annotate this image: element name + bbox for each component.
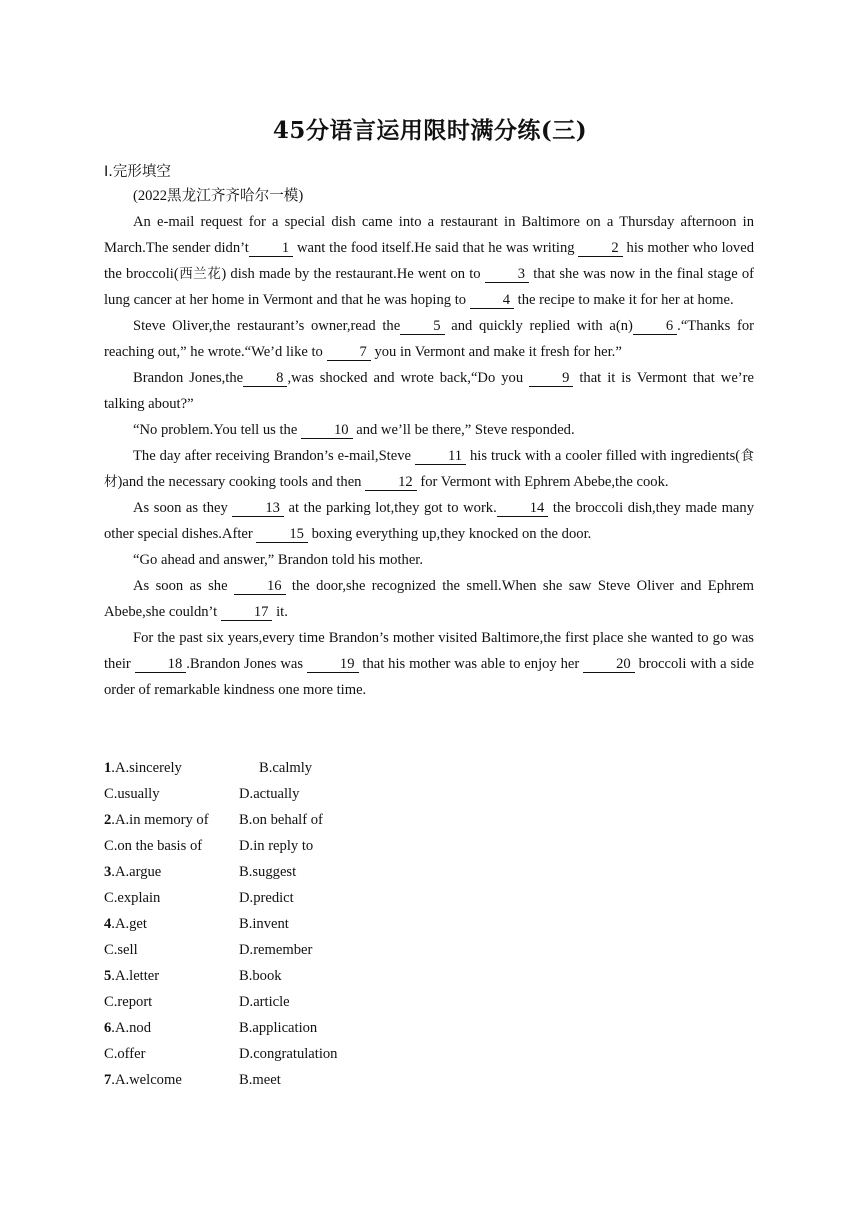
paragraph-2: Steve Oliver,the restaurant’s owner,read the 5 and quickly replied with a(n) 6 .“Thanks for reaching out,” he wrote.“We’d like to 7 you in Vermont and make it fresh for her.” [104,318,754,360]
blank-20[interactable]: 20 [583,656,635,673]
option-c[interactable]: C.offer [104,1046,146,1062]
paragraph-9: For the past six years,every time Brandon’s mother visited Baltimore,the first place she wanted to go was their 18 .Brandon Jones was 19 that his mother was able to enjoy her 20 broccoli with a side order of remarkable kindness one more time. [104,630,754,698]
option-c[interactable]: C.sell [104,942,138,958]
paragraph-5: The day after receiving Brandon’s e-mail,Steve 11 his truck with a cooler filled with ingredients(食材)and the necessary cooking tools and then 12 for Vermont with Ephrem Abebe,the cook. [104,448,754,490]
option-c[interactable]: C.explain [104,890,161,906]
paragraph-8: As soon as she 16 the door,she recognized the smell.When she saw Steve Oliver and Ephrem Abebe,she couldn’t 17 it. [104,578,754,620]
paragraph-3: Brandon Jones,the 8 ,was shocked and wrote back,“Do you 9 that it is Vermont that we’re talking about?” [104,370,754,412]
option-d[interactable]: D.predict [239,890,294,906]
blank-3[interactable]: 3 [485,266,529,283]
option-a[interactable]: .A.in memory of [111,812,209,828]
option-a[interactable]: .A.get [111,916,147,932]
option-c[interactable]: C.report [104,994,153,1010]
paragraph-7: “Go ahead and answer,” Brandon told his mother. [133,552,423,568]
paragraph-1: An e-mail request for a special dish came into a restaurant in Baltimore on a Thursday afternoon in March.The sender didn’t 1 want the food itself.He said that he was writing 2 his mother who loved the broccoli(西兰花) dish made by the restaurant.He went on to 3 that she was now in the final stage of lung cancer at her home in Vermont and that he was hoping to 4 the recipe to make it for her at home. [104,214,755,308]
blank-2[interactable]: 2 [578,240,622,257]
question-number: 3 [104,864,112,880]
option-d[interactable]: D.congratulation [239,1046,338,1062]
section-heading: Ⅰ.完形填空 [104,164,171,180]
option-d[interactable]: D.in reply to [239,838,314,854]
blank-18[interactable]: 18 [135,656,187,673]
blank-19[interactable]: 19 [307,656,359,673]
option-b[interactable]: B.book [239,968,282,984]
option-b[interactable]: B.invent [239,916,289,932]
paragraph-4: “No problem.You tell us the 10 and we’ll be there,” Steve responded. [133,422,575,438]
question-number: 6 [104,1020,112,1036]
blank-16[interactable]: 16 [234,578,286,595]
option-a[interactable]: .A.nod [111,1020,152,1036]
question-number: 2 [104,812,112,828]
option-b[interactable]: B.suggest [239,864,297,880]
question-number: 7 [104,1072,112,1088]
cloze-passage [104,183,754,703]
blank-10[interactable]: 10 [301,422,353,439]
question-number: 1 [104,760,112,776]
page-title: 45分语言运用限时满分练(三) [272,117,588,144]
blank-1[interactable]: 1 [249,240,293,257]
blank-15[interactable]: 15 [256,526,308,543]
option-d[interactable]: D.actually [239,786,300,802]
question-number: 5 [104,968,112,984]
option-c[interactable]: C.on the basis of [104,838,203,854]
option-b[interactable]: B.meet [239,1072,281,1088]
option-a[interactable]: .A.letter [111,968,160,984]
blank-11[interactable]: 11 [415,448,466,465]
option-a[interactable]: .A.sincerely [111,760,182,776]
blank-5[interactable]: 5 [400,318,444,335]
blank-4[interactable]: 4 [470,292,514,309]
option-b[interactable]: B.calmly [259,760,313,776]
option-a[interactable]: .A.argue [111,864,162,880]
option-b[interactable]: B.application [239,1020,318,1036]
blank-17[interactable]: 17 [221,604,273,621]
blank-14[interactable]: 14 [497,500,549,517]
blank-13[interactable]: 13 [232,500,284,517]
option-d[interactable]: D.article [239,994,290,1010]
blank-9[interactable]: 9 [529,370,573,387]
blank-8[interactable]: 8 [243,370,287,387]
option-c[interactable]: C.usually [104,786,160,802]
option-a[interactable]: .A.welcome [111,1072,182,1088]
question-number: 4 [104,916,112,932]
blank-6[interactable]: 6 [633,318,677,335]
option-b[interactable]: B.on behalf of [239,812,323,828]
paragraph-6: As soon as they 13 at the parking lot,they got to work. 14 the broccoli dish,they made many other special dishes.After 15 boxing everything up,they knocked on the door. [104,500,754,542]
option-d[interactable]: D.remember [239,942,313,958]
blank-7[interactable]: 7 [327,344,371,361]
blank-12[interactable]: 12 [365,474,417,491]
source-note: (2022黑龙江齐齐哈尔一模) [133,188,304,204]
